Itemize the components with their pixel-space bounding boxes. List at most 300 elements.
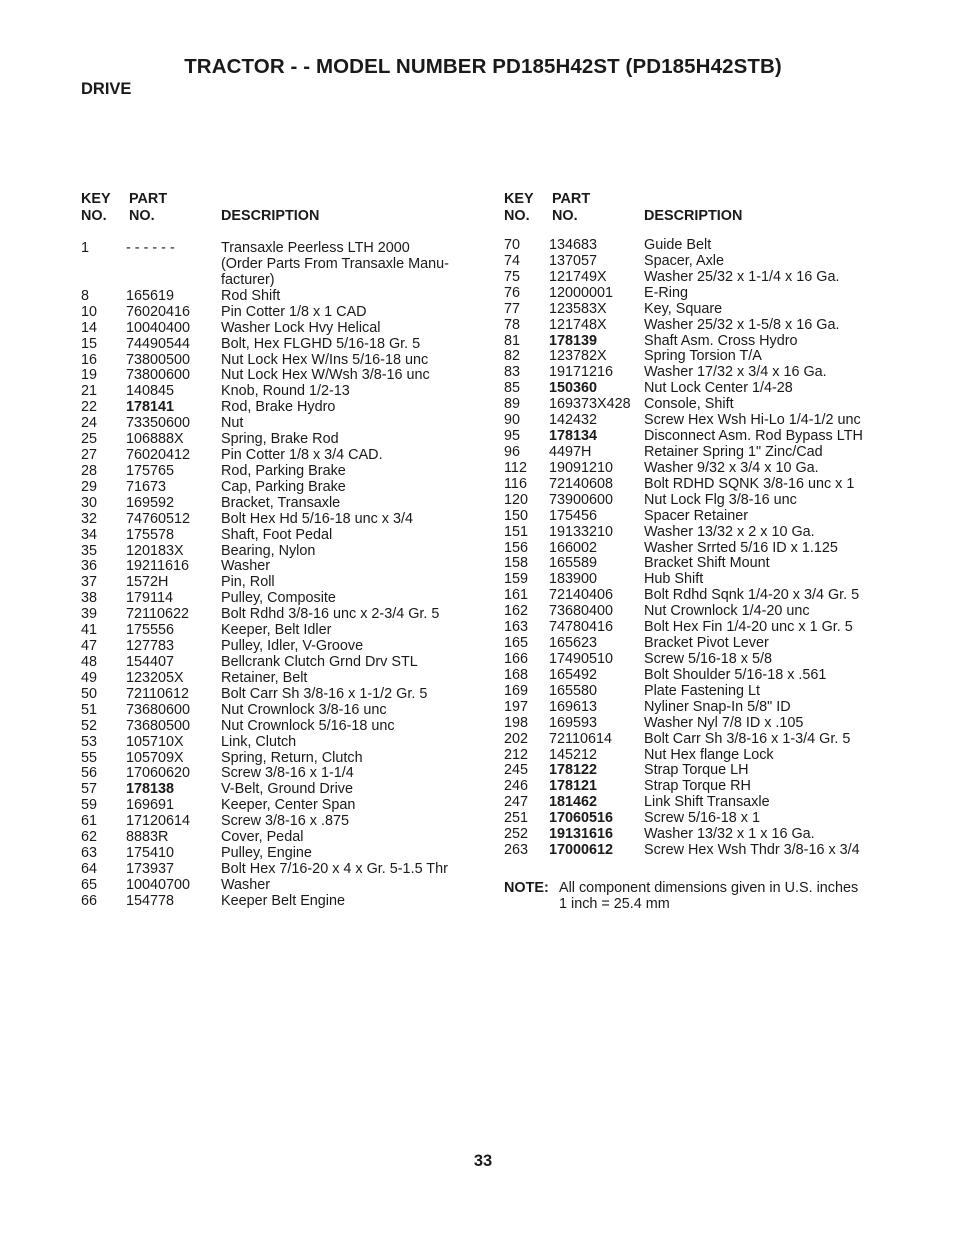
part-number: 154778 [126,892,175,909]
key-number: 169 [504,682,529,699]
table-row [81,241,491,289]
part-number: 76020412 [126,447,191,464]
key-header-line1: KEY [81,191,111,207]
key-number: 96 [504,443,521,460]
part-description: Plate Fastening Lt [644,682,760,699]
part-number: 178141 [126,399,175,416]
part-number: 123782X [549,348,607,365]
part-number: 169593 [549,714,598,731]
part-description: Keeper, Belt Idler [221,622,332,639]
part-description: Screw 5/16-18 x 1 [644,810,760,827]
table-row [81,448,491,464]
key-number: 159 [504,571,529,588]
table-row [504,556,924,572]
part-description: Nyliner Snap-In 5/8" ID [644,698,791,715]
key-number: 168 [504,666,529,683]
table-row [81,464,491,480]
table-row [504,541,924,557]
table-row [81,719,491,735]
table-row [504,732,924,748]
table-row [504,652,924,668]
table-row [504,397,924,413]
part-description: Washer 13/32 x 2 x 10 Ga. [644,523,815,540]
table-row [504,700,924,716]
table-row [81,830,491,846]
table-header [504,191,924,227]
table-row [81,337,491,353]
part-header-line1: PART [552,191,591,207]
part-number: 137057 [549,252,598,269]
table-row [504,827,924,843]
table-row [504,763,924,779]
part-number: 120183X [126,542,184,559]
part-description: Link Shift Transaxle [644,794,770,811]
part-description: Bolt RDHD SQNK 3/8-16 unc x 1 [644,475,855,492]
part-number: 140845 [126,383,175,400]
key-number: 245 [504,762,529,779]
part-number: 150360 [549,380,598,397]
part-description: Screw 5/16-18 x 5/8 [644,650,772,667]
key-number: 49 [81,669,98,686]
table-row [81,894,491,910]
part-number: 10040700 [126,876,191,893]
part-number: 19211616 [126,558,189,575]
key-number: 163 [504,619,529,636]
table-row [504,811,924,827]
key-number: 212 [504,746,529,763]
part-description: Pin Cotter 1/8 x 3/4 CAD. [221,447,383,464]
part-number: 175410 [126,845,175,862]
key-number: 32 [81,510,98,527]
part-number: 19133210 [549,523,614,540]
key-number: 198 [504,714,529,731]
table-row [504,748,924,764]
table-row [81,782,491,798]
part-number: 175765 [126,462,175,479]
key-number: 82 [504,348,521,365]
part-description: Rod, Parking Brake [221,462,346,479]
part-number: - - - - - - [126,240,175,256]
key-number: 36 [81,558,98,575]
table-row [504,302,924,318]
part-description: Strap Torque LH [644,762,749,779]
table-row [81,655,491,671]
key-number: 263 [504,842,529,859]
table-row [81,862,491,878]
table-row [504,334,924,350]
table-row [81,384,491,400]
key-header-line2: NO. [504,208,530,224]
table-header [81,191,491,227]
part-description: Bolt Hex 7/16-20 x 4 x Gr. 5-1.5 Thr [221,861,448,877]
part-description: Rod, Brake Hydro [221,399,336,416]
part-description: Knob, Round 1/2-13 [221,383,350,400]
key-number: 81 [504,332,521,349]
key-number: 59 [81,797,98,814]
key-number: 30 [81,494,98,511]
table-row [504,318,924,334]
table-row [81,846,491,862]
part-description: Washer 25/32 x 1-5/8 x 16 Ga. [644,316,840,333]
description-header: DESCRIPTION [221,208,320,224]
key-number: 61 [81,813,98,830]
part-number: 175578 [126,526,175,543]
part-description: Cover, Pedal [221,829,304,846]
key-number: 22 [81,399,98,416]
table-row [81,751,491,767]
part-description: Bolt Shoulder 5/16-18 x .561 [644,666,827,683]
part-number: 165492 [549,666,598,683]
part-description: Guide Belt [644,237,712,253]
table-row [504,843,924,859]
table-row [81,559,491,575]
table-row [81,528,491,544]
table-row [504,445,924,461]
key-number: 34 [81,526,98,543]
part-number: 179114 [126,590,173,607]
part-description: Keeper Belt Engine [221,892,346,909]
part-description: Hub Shift [644,571,704,588]
part-description: Spacer, Axle [644,252,724,269]
key-number: 165 [504,635,529,652]
table-row [81,814,491,830]
table-row [81,512,491,528]
key-number: 85 [504,380,521,397]
table-row [504,668,924,684]
part-description: Nut Crownlock 3/8-16 unc [221,701,387,718]
table-row [81,639,491,655]
part-header-line1: PART [129,191,168,207]
key-number: 197 [504,698,529,715]
table-row [504,604,924,620]
table-row [81,432,491,448]
key-number: 39 [81,606,98,623]
page-title: TRACTOR - - MODEL NUMBER PD185H42ST (PD185H42STB) [184,55,782,78]
table-row [504,716,924,732]
table-row [81,305,491,321]
note-text: All component dimensions given in U.S. inches 1 inch = 25.4 mm [559,880,859,912]
table-row [81,496,491,512]
part-description: Washer 9/32 x 3/4 x 10 Ga. [644,459,819,476]
part-description: Washer [221,558,271,575]
description-header: DESCRIPTION [644,208,743,224]
part-number: 74760512 [126,510,191,527]
part-description: Nut Lock Center 1/4-28 [644,380,793,397]
part-number: 145212 [549,746,598,763]
table-row [81,623,491,639]
key-number: 70 [504,237,521,253]
part-number: 19091210 [549,459,614,476]
table-row [81,607,491,623]
table-row [504,413,924,429]
key-number: 64 [81,861,98,877]
key-number: 246 [504,778,529,795]
part-number: 73800500 [126,351,191,368]
key-number: 202 [504,730,529,747]
table-row [504,684,924,700]
part-number: 19131616 [549,826,614,843]
part-description: Washer Srrted 5/16 ID x 1.125 [644,539,838,556]
table-row [81,400,491,416]
part-description: Shaft Asm. Cross Hydro [644,332,798,349]
part-number: 72110622 [126,606,189,623]
part-number: 123205X [126,669,184,686]
part-number: 17060516 [549,810,614,827]
key-number: 8 [81,287,90,304]
key-header-line2: NO. [81,208,107,224]
part-description: Nut Lock Hex W/Wsh 3/8-16 unc [221,367,430,384]
part-description: Bellcrank Clutch Grnd Drv STL [221,654,418,671]
part-description: Bolt Carr Sh 3/8-16 x 1-1/2 Gr. 5 [221,685,428,702]
table-row [81,703,491,719]
table-row [81,480,491,496]
key-header-line1: KEY [504,191,534,207]
part-number: 72110614 [549,730,612,747]
part-number: 73680600 [126,701,191,718]
part-description: Bolt, Hex FLGHD 5/16-18 Gr. 5 [221,335,421,352]
section-heading: DRIVE [81,80,132,98]
part-description: Spring, Return, Clutch [221,749,363,766]
part-number: 154407 [126,654,175,671]
part-description: Spacer Retainer [644,507,748,524]
part-number: 175456 [549,507,598,524]
part-description: Disconnect Asm. Rod Bypass LTH [644,428,863,445]
part-number: 17120614 [126,813,191,830]
part-description: Cap, Parking Brake [221,478,346,495]
part-description: Nut Hex flange Lock [644,746,774,763]
part-number: 165619 [126,287,175,304]
table-row [81,575,491,591]
part-number: 4497H [549,443,592,460]
key-number: 65 [81,876,98,893]
part-number: 17490510 [549,650,614,667]
table-body [504,238,924,859]
table-row [504,636,924,652]
key-number: 120 [504,491,529,508]
part-number: 8883R [126,829,169,846]
part-description: Pin, Roll [221,574,275,591]
part-number: 1572H [126,574,169,591]
part-description: Bracket, Transaxle [221,494,341,511]
part-description: V-Belt, Ground Drive [221,781,353,798]
key-number: 116 [504,475,527,492]
key-number: 27 [81,447,98,464]
part-number: 17000612 [549,842,614,859]
part-description: Washer 17/32 x 3/4 x 16 Ga. [644,364,827,381]
part-description: Nut Crownlock 1/4-20 unc [644,603,810,620]
part-number: 178134 [549,428,598,445]
part-description: Bolt Rdhd 3/8-16 unc x 2-3/4 Gr. 5 [221,606,440,623]
key-number: 38 [81,590,98,607]
key-number: 15 [81,335,98,352]
table-row [81,798,491,814]
part-number: 74490544 [126,335,191,352]
table-row [81,368,491,384]
part-description: Retainer Spring 1" Zinc/Cad [644,443,823,460]
key-number: 252 [504,826,529,843]
table-row [504,620,924,636]
part-number: 105710X [126,733,184,750]
table-row [504,349,924,365]
part-number: 76020416 [126,303,191,320]
part-number: 72110612 [126,685,189,702]
part-description: Bolt Hex Fin 1/4-20 unc x 1 Gr. 5 [644,619,853,636]
key-number: 150 [504,507,529,524]
key-number: 56 [81,765,98,782]
key-number: 166 [504,650,529,667]
part-description: Keeper, Center Span [221,797,356,814]
key-number: 78 [504,316,521,333]
part-number: 71673 [126,478,167,495]
table-row [504,238,924,254]
key-number: 48 [81,654,98,671]
table-row [81,878,491,894]
table-row [81,544,491,560]
key-number: 55 [81,749,98,766]
table-row [504,509,924,525]
key-number: 77 [504,300,521,317]
part-number: 12000001 [549,284,614,301]
part-description: Key, Square [644,300,723,317]
table-row [504,588,924,604]
part-header-line2: NO. [129,208,155,224]
part-description: Strap Torque RH [644,778,751,795]
part-number: 178138 [126,781,175,798]
part-number: 106888X [126,431,184,448]
key-number: 112 [504,459,527,476]
key-number: 51 [81,701,98,718]
part-description: Washer 25/32 x 1-1/4 x 16 Ga. [644,268,840,285]
part-number: 175556 [126,622,175,639]
key-number: 24 [81,415,98,432]
table-row [504,429,924,445]
part-description: Nut Crownlock 5/16-18 unc [221,717,395,734]
part-description: Bolt Rdhd Sqnk 1/4-20 x 3/4 Gr. 5 [644,587,860,604]
part-number: 127783 [126,638,175,655]
table-row [81,321,491,337]
part-description: Retainer, Belt [221,669,308,686]
part-description: Link, Clutch [221,733,297,750]
part-number: 19171216 [549,364,614,381]
key-number: 10 [81,303,98,320]
part-number: 178121 [549,778,598,795]
part-description: Nut Lock Flg 3/8-16 unc [644,491,797,508]
key-number: 28 [81,462,98,479]
key-number: 95 [504,428,521,445]
table-row [504,461,924,477]
key-number: 35 [81,542,98,559]
part-number: 73900600 [549,491,614,508]
part-number: 165580 [549,682,598,699]
part-description: Bearing, Nylon [221,542,316,559]
table-row [504,286,924,302]
part-number: 72140406 [549,587,614,604]
key-number: 16 [81,351,98,368]
part-number: 173937 [126,861,175,877]
part-description: Screw 3/8-16 x .875 [221,813,349,830]
part-number: 169691 [126,797,175,814]
part-number: 73680400 [549,603,614,620]
key-number: 251 [504,810,529,827]
key-number: 89 [504,396,521,413]
table-body [81,241,491,910]
part-number: 169373X428 [549,396,631,413]
key-number: 41 [81,622,98,639]
key-number: 158 [504,555,529,572]
part-number: 166002 [549,539,598,556]
key-number: 50 [81,685,98,702]
key-number: 66 [81,892,98,909]
key-number: 74 [504,252,521,269]
key-number: 25 [81,431,98,448]
table-row [504,493,924,509]
part-number: 181462 [549,794,598,811]
key-number: 151 [504,523,529,540]
part-description: Pin Cotter 1/8 x 1 CAD [221,303,367,320]
table-row [81,687,491,703]
table-row [81,353,491,369]
part-number: 73800600 [126,367,191,384]
part-description: Washer 13/32 x 1 x 16 Ga. [644,826,815,843]
table-row [81,766,491,782]
key-number: 76 [504,284,521,301]
part-number: 178122 [549,762,598,779]
key-number: 83 [504,364,521,381]
part-description: Bolt Carr Sh 3/8-16 x 1-3/4 Gr. 5 [644,730,851,747]
key-number: 52 [81,717,98,734]
table-row [504,381,924,397]
key-number: 63 [81,845,98,862]
part-description: Nut Lock Hex W/Ins 5/16-18 unc [221,351,429,368]
part-number: 134683 [549,237,598,253]
part-number: 178139 [549,332,598,349]
key-number: 62 [81,829,98,846]
key-number: 19 [81,367,98,384]
part-description: Spring, Brake Rod [221,431,339,448]
part-number: 105709X [126,749,184,766]
part-number: 74780416 [549,619,614,636]
part-number: 73350600 [126,415,191,432]
table-row [81,735,491,751]
part-number: 123583X [549,300,607,317]
part-description: Bracket Pivot Lever [644,635,769,652]
part-number: 142432 [549,412,598,429]
table-row [504,477,924,493]
part-description: Screw 3/8-16 x 1-1/4 [221,765,354,782]
key-number: 57 [81,781,98,798]
part-number: 17060620 [126,765,191,782]
part-description: E-Ring [644,284,688,301]
part-description: Pulley, Composite [221,590,336,607]
table-row [504,779,924,795]
part-description: Pulley, Idler, V-Groove [221,638,364,655]
part-description: Screw Hex Wsh Thdr 3/8-16 x 3/4 [644,842,860,859]
part-number: 183900 [549,571,598,588]
part-description: Screw Hex Wsh Hi-Lo 1/4-1/2 unc [644,412,861,429]
key-number: 37 [81,574,98,591]
key-number: 156 [504,539,529,556]
parts-table-left [81,191,491,910]
part-number: 73680500 [126,717,191,734]
part-header-line2: NO. [552,208,578,224]
key-number: 14 [81,319,98,336]
part-number: 169613 [549,698,598,715]
table-row [504,572,924,588]
part-number: 121749X [549,268,607,285]
key-number: 21 [81,383,98,400]
part-number: 72140608 [549,475,614,492]
part-description: Washer [221,876,271,893]
